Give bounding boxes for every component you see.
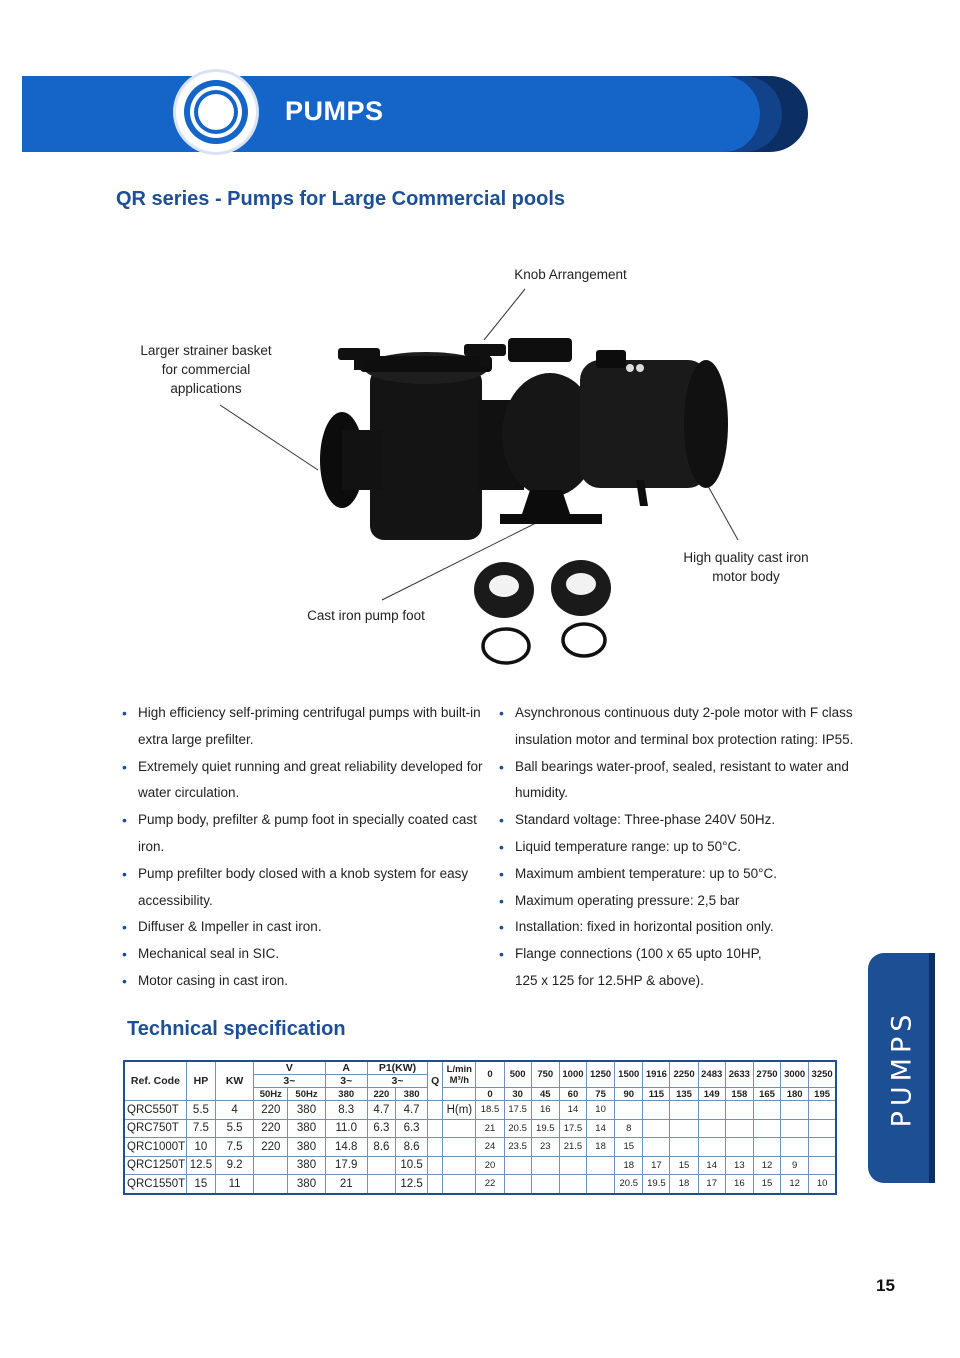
m3h-value: 60 xyxy=(559,1088,586,1101)
list-item: • Installation: fixed in horizontal position only. xyxy=(499,914,859,941)
lmin-value: 2250 xyxy=(670,1061,698,1088)
hz-1: 50Hz xyxy=(254,1088,288,1101)
m3h-value: 90 xyxy=(615,1088,643,1101)
col-header-hp: HP xyxy=(186,1061,215,1101)
table-row: QRC750T 7.5 5.5 220 380 11.0 6.3 6.3 21 20.5 19.5 17.5 14 8 xyxy=(124,1119,836,1138)
list-item: • Extremely quiet running and great reliability developed for water circulation. xyxy=(122,754,502,808)
list-item: • Diffuser & Impeller in cast iron. xyxy=(122,914,502,941)
lmin-value: 1916 xyxy=(643,1061,670,1088)
hm-label: H(m) xyxy=(443,1101,476,1120)
lmin-value: 1500 xyxy=(615,1061,643,1088)
col-header-lmin: L/min M³/h xyxy=(443,1061,476,1088)
lmin-value: 3250 xyxy=(809,1061,836,1088)
m3h-value: 0 xyxy=(476,1088,504,1101)
banner-shape xyxy=(22,76,808,152)
phase-a: 3~ xyxy=(325,1075,367,1088)
lmin-value: 3000 xyxy=(781,1061,809,1088)
brand-logo-icon xyxy=(176,72,256,152)
p1-sub-1: 220 xyxy=(367,1088,395,1101)
list-item: • Pump body, prefilter & pump foot in specially coated cast iron. xyxy=(122,807,502,861)
table-row: QRC550T 5.5 4 220 380 8.3 4.7 4.7 H(m) 18.5 17.5 16 14 10 xyxy=(124,1101,836,1120)
lmin-value: 1000 xyxy=(559,1061,586,1088)
m3h-value: 165 xyxy=(753,1088,780,1101)
lmin-value: 750 xyxy=(531,1061,559,1088)
list-item: • Maximum operating pressure: 2,5 bar xyxy=(499,888,859,915)
features-left-list xyxy=(122,700,502,995)
col-header-ref: Ref. Code xyxy=(124,1061,186,1101)
phase-v: 3~ xyxy=(254,1075,325,1088)
table-row: QRC1000T 10 7.5 220 380 14.8 8.6 8.6 24 23.5 23 21.5 18 15 xyxy=(124,1138,836,1157)
m3h-spacer xyxy=(443,1088,476,1101)
m3h-value: 195 xyxy=(809,1088,836,1101)
series-title: QR series - Pumps for Large Commercial pools xyxy=(116,188,566,210)
m3h-value: 180 xyxy=(781,1088,809,1101)
phase-p1: 3~ xyxy=(367,1075,427,1088)
seal-kit-icon xyxy=(465,558,625,673)
p1-sub-2: 380 xyxy=(396,1088,428,1101)
list-item: • Flange connections (100 x 65 upto 10HP, 125 x 125 for 12.5HP & above). xyxy=(499,941,859,995)
list-item: • Ball bearings water-proof, sealed, resistant to water and humidity. xyxy=(499,754,859,808)
m3h-value: 158 xyxy=(725,1088,753,1101)
pump-icon xyxy=(300,330,740,550)
m3h-value: 115 xyxy=(643,1088,670,1101)
list-item: • Liquid temperature range: up to 50°C. xyxy=(499,834,859,861)
features-right-list xyxy=(499,700,859,995)
m3h-value: 30 xyxy=(504,1088,531,1101)
list-item: • High efficiency self-priming centrifugal pumps with built-in extra large prefilter. xyxy=(122,700,502,754)
lmin-value: 2633 xyxy=(725,1061,753,1088)
m3h-value: 149 xyxy=(698,1088,725,1101)
lmin-value: 2750 xyxy=(753,1061,780,1088)
list-item: • Motor casing in cast iron. xyxy=(122,968,502,995)
banner-title: PUMPS xyxy=(285,96,384,126)
col-header-v: V xyxy=(254,1061,325,1075)
side-tab-label: PUMPS xyxy=(886,1009,918,1127)
callout-foot: Cast iron pump foot xyxy=(307,608,425,623)
page-number: 15 xyxy=(876,1276,895,1295)
m3h-value: 45 xyxy=(531,1088,559,1101)
m3h-value: 135 xyxy=(670,1088,698,1101)
callout-motor: High quality cast iron motor body xyxy=(683,550,809,584)
col-header-a: A xyxy=(325,1061,367,1075)
col-header-q: Q xyxy=(428,1061,443,1101)
a-sub: 380 xyxy=(325,1088,367,1101)
header-banner xyxy=(22,76,808,152)
lmin-value: 500 xyxy=(504,1061,531,1088)
m3h-value: 75 xyxy=(587,1088,615,1101)
col-header-kw: KW xyxy=(216,1061,254,1101)
callout-strainer: Larger strainer basket for commercial applications xyxy=(140,343,272,396)
list-item: • Asynchronous continuous duty 2-pole motor with F class insulation motor and terminal box protection rating: IP55. xyxy=(499,700,859,754)
table-row: QRC1550T 15 11 380 21 12.5 22 20.5 19.5 18 17 16 15 12 10 xyxy=(124,1175,836,1194)
table-row: QRC1250T 12.5 9.2 380 17.9 10.5 20 18 17 15 14 13 12 9 xyxy=(124,1156,836,1175)
list-item: • Maximum ambient temperature: up to 50°C. xyxy=(499,861,859,888)
hz-2: 50Hz xyxy=(288,1088,325,1101)
lmin-value: 1250 xyxy=(587,1061,615,1088)
callout-knob: Knob Arrangement xyxy=(514,267,627,282)
list-item: • Pump prefilter body closed with a knob system for easy accessibility. xyxy=(122,861,502,915)
lmin-value: 2483 xyxy=(698,1061,725,1088)
col-header-p1: P1(KW) xyxy=(367,1061,427,1075)
spec-table xyxy=(123,1060,837,1195)
lmin-value: 0 xyxy=(476,1061,504,1088)
list-item: • Standard voltage: Three-phase 240V 50Hz. xyxy=(499,807,859,834)
spec-title: Technical specification xyxy=(127,1018,346,1040)
list-item: • Mechanical seal in SIC. xyxy=(122,941,502,968)
